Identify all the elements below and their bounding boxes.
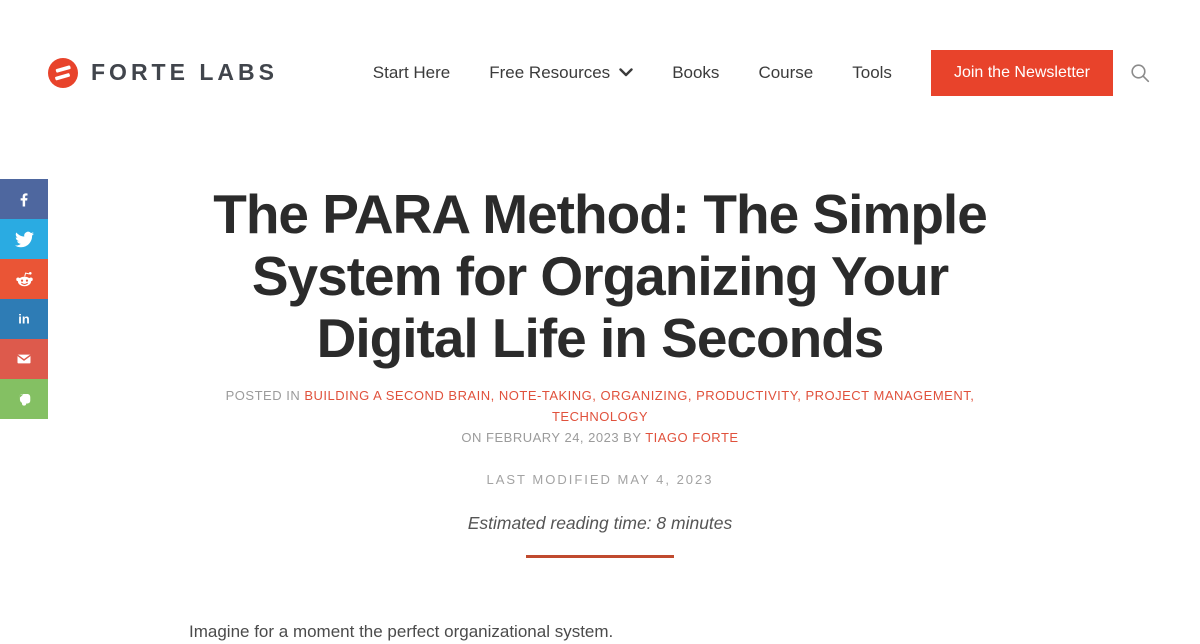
- forte-labs-logo-icon: [48, 58, 78, 88]
- site-logo[interactable]: [48, 58, 278, 88]
- site-header: [0, 0, 1200, 145]
- share-sidebar: [0, 179, 48, 419]
- post-meta: [189, 385, 1011, 448]
- search-button[interactable]: [1124, 57, 1156, 89]
- main-nav: [373, 50, 1156, 96]
- category-link[interactable]: NOTE-TAKING: [494, 388, 593, 403]
- category-link[interactable]: TECHNOLOGY: [551, 409, 648, 424]
- linkedin-share-button[interactable]: [0, 299, 48, 339]
- category-separator: ,: [490, 388, 495, 403]
- facebook-icon: [15, 190, 33, 208]
- category-link[interactable]: ORGANIZING: [596, 388, 688, 403]
- category-separator: ,: [592, 388, 597, 403]
- nav-item-course[interactable]: Course: [758, 62, 814, 82]
- facebook-share-button[interactable]: [0, 179, 48, 219]
- title-line: System for Organizing Your: [251, 245, 949, 307]
- title-line: Digital Life in Seconds: [316, 307, 884, 369]
- linkedin-icon: [13, 308, 35, 330]
- posted-in-label: POSTED IN: [225, 388, 301, 403]
- last-modified-text: LAST MODIFIED MAY 4, 2023: [486, 472, 714, 487]
- evernote-icon: [15, 390, 34, 409]
- email-icon: [14, 349, 34, 369]
- reddit-icon: [14, 269, 35, 290]
- category-separator: ,: [797, 388, 802, 403]
- category-link[interactable]: PRODUCTIVITY: [691, 388, 798, 403]
- chevron-down-icon: [619, 68, 633, 77]
- reddit-share-button[interactable]: [0, 259, 48, 299]
- twitter-share-button[interactable]: [0, 219, 48, 259]
- article-first-paragraph: Imagine for a moment the perfect organizational system.: [189, 622, 614, 641]
- evernote-share-button[interactable]: [0, 379, 48, 419]
- category-links: [304, 388, 974, 424]
- title-line: The PARA Method: The Simple: [213, 183, 987, 245]
- twitter-icon: [15, 230, 34, 249]
- category-link[interactable]: BUILDING A SECOND BRAIN: [304, 388, 491, 403]
- category-link[interactable]: PROJECT MANAGEMENT: [801, 388, 971, 403]
- category-separator: ,: [970, 388, 975, 403]
- nav-item-tools[interactable]: Tools: [852, 62, 892, 82]
- email-share-button[interactable]: [0, 339, 48, 379]
- article: [189, 183, 1011, 644]
- title-divider: [526, 555, 674, 558]
- join-newsletter-button[interactable]: Join the Newsletter: [931, 50, 1113, 96]
- brand-name: FORTE LABS: [91, 59, 278, 85]
- nav-item-free-resources[interactable]: Free Resources: [489, 63, 633, 83]
- posted-on-text: ON FEBRUARY 24, 2023 BY: [461, 430, 642, 445]
- reading-time-text: Estimated reading time: 8 minutes: [467, 513, 733, 533]
- nav-item-books[interactable]: Books: [672, 62, 720, 82]
- svg-text:in: in: [18, 311, 30, 327]
- nav-item-start-here[interactable]: Start Here: [372, 62, 451, 82]
- category-separator: ,: [687, 388, 692, 403]
- page-title: [189, 183, 1011, 369]
- author-link[interactable]: TIAGO FORTE: [645, 430, 739, 445]
- search-icon: [1128, 61, 1152, 85]
